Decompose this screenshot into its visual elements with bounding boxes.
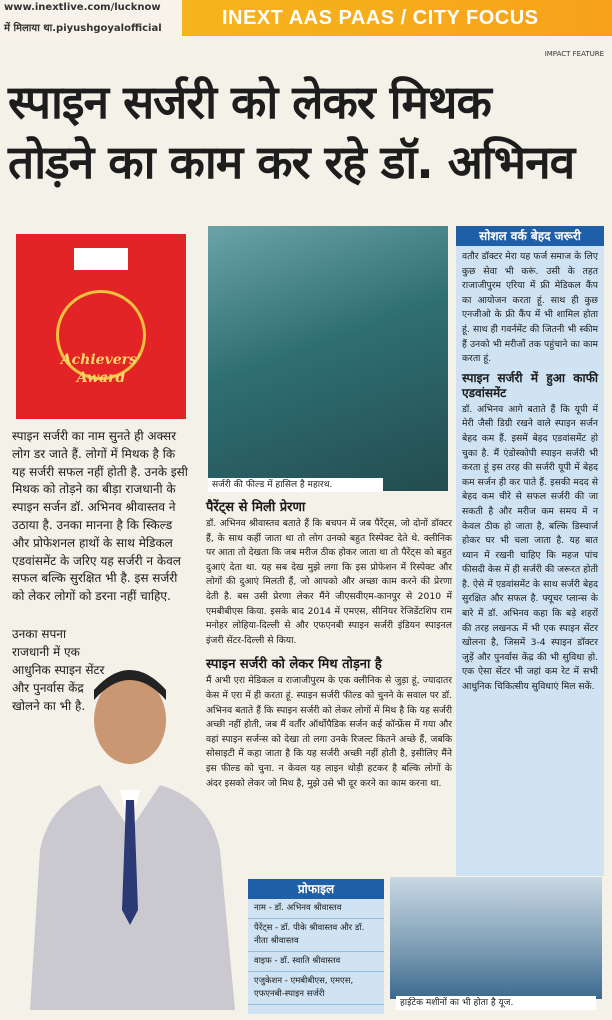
operation-theatre-caption: हाईटेक मशीनों का भी होता है यूज. <box>396 996 596 1010</box>
section-2-body: मैं अभी एरा मेडिकल व राजाजीपुरम के एक क्लीनिक से जुड़ा हूं, ज्यादातर केस में एरा में ही करता हूं. स्पाइन सर्जरी फील्ड को चुनने के सवाल पर डॉ. अभिनव बताते हैं कि स्पाइन सर्जरी को लेकर लोगों में मिथ है कि यह सर्जरी अच्छी नहीं होती, जब मैं वर्तौर ऑर्थोपैडिक सर्जन कई कॉन्फ्रेंस में गया और वहां स्पाइन सर्जन्स को देखा तो लगा उनके रिजल्ट कितने अच्छे हैं, जबकि सोसाइटी में कहा जाता है कि यह सर्जरी अच्छी नहीं होती है, इसीलिए मैंने इस फील्ड को चुना. न केवल यह लाइन थोड़ी हटकर है बल्कि लोगों के अंदर इसको लेकर जो मिथ है, मुझे उसे भी दूर करने का काम करना था. <box>206 675 452 789</box>
sidebar-column <box>456 226 604 876</box>
intro-text: स्पाइन सर्जरी का नाम सुनते ही अक्सर लोग डर जाते हैं. लोगों में मिथक है कि यह सर्जरी सफल नहीं होती है. उनके इसी मिथक को तोड़ने का बीड़ा राजधानी के स्पाइन सर्जन डॉ. अभिनव श्रीवास्तव ने उठाया है. उनका मानना है कि स्किल्ड और प्रोफेशनल हाथों के साथ मेडिकल एडवांसमेंट के जरिए यह सर्जरी न केवल सफल बल्कि सुरक्षित भी है. इस सर्जरी को लेकर लोगों को डरना नहीं चाहिए. <box>12 429 188 604</box>
profile-row-name: नाम - डॉ. अभिनव श्रीवास्तव <box>248 899 384 919</box>
headline-line-1: स्पाइन सर्जरी को लेकर मिथक <box>8 75 491 129</box>
profile-box <box>248 879 384 1014</box>
profile-row-wife: वाइफ - डॉ. स्वाति श्रीवास्तव <box>248 952 384 972</box>
section-title: INEXT AAS PAAS / CITY FOCUS <box>222 7 539 29</box>
section-1-title: पैरेंट्स से मिली प्रेरणा <box>206 500 306 515</box>
profile-row-education: एजुकेशन - एमबीबीएस, एमएस, एफएनबी-स्पाइन सर्जरी <box>248 972 384 1005</box>
headline-line-2: तोड़ने का काम कर रहे डॉ. अभिनव <box>8 135 575 189</box>
section-1-body: डॉ. अभिनव श्रीवास्तव बताते हैं कि बचपन में जब पैरेंट्स, जो दोनों डॉक्टर हैं, के साथ कहीं जाता था तो लोग उनको बहुत रिस्पेक्ट देते थे. क्लीनिक पर आता तो देखता कि जब मरीज ठीक होकर जाता था तो पैरेंट्स को बहुत दुआएं देता था. यह सब देख मुझे लगा कि इस प्रोफेशन में रिस्पेक्ट और लोगों की दुआएं मिलती हैं, जो आपको और अच्छा काम करने की प्रेरणा देती है. बस उसी प्रेरणा लेकर मैंने जीएसवीएम-कानपुर से 2010 में एमबीबीएस किया. इसके बाद 2014 में एमएस, सीनियर रेजिडेंटशिप राम मनोहर लोहिया-दिल्ली से और एफएनबी स्पाइन सर्जरी इंडियन स्पाइनल इंजरी सेंटर-दिल्ली से किया. <box>206 518 452 646</box>
profile-title: प्रोफाइल <box>248 879 384 899</box>
impact-feature-label: IMPACT FEATURE <box>544 50 604 58</box>
main-article <box>206 497 452 791</box>
sidebar-title: सोशल वर्क बेहद जरूरी <box>456 226 604 246</box>
award-sponsor-logo <box>74 248 128 270</box>
site-url[interactable]: www.inextlive.com/lucknow <box>4 2 161 13</box>
section-banner <box>182 0 612 36</box>
sidebar-body-1: वतौर डॉक्टर मेरा यह फर्ज समाज के लिए कुछ सेवा भी करूं. उसी के तहत राजाजीपुरम एरिया में फ्री मेडिकल कैंप का आयोजन करता हूं. साथ ही कुछ एनजीओ के फ्री कैंप में भी शामिल होता हूं. साथ ही गवर्नमेंट की जितनी भी स्कीम हैं उनको भी मरीजों तक पहुंचाने का काम करता हूं. <box>462 251 598 365</box>
surgery-photo-caption: सर्जरी की फील्ड में हासिल है महारथ. <box>208 478 383 492</box>
award-logo-image <box>16 234 186 419</box>
social-handle: में मिलाया था.piyushgoyalofficial <box>4 23 162 34</box>
sidebar-subtitle: स्पाइन सर्जरी में हुआ काफी एडवांसमेंट <box>462 370 598 400</box>
headline <box>8 72 604 192</box>
award-title-line-1: Achievers' <box>60 352 142 368</box>
sidebar-body-2: डॉ. अभिनव आगे बताते हैं कि यूपी में मेरी जैसी डिग्री रखने वाले स्पाइन सर्जन बेहद कम हैं. इसमें बेहद एडवांसमेंट हो चुका है. मैं एंडोस्कोपी स्पाइन सर्जरी भी करता हूं इस तरह की सर्जरी यूपी में बेहद कम सर्जन ही कर पाते हैं. इसकी मदद से बेहद कम चीरे से सफल सर्जरी की जा सकती है और मरीज कम समय में न केवल ठीक हो जाता है, बल्कि डिस्चार्ज होकर घर भी चला जाता है. यह बात ध्यान में रखनी चाहिए कि महज पांच फीसदी केस में ही सर्जरी की जरूरत होती है. ऐसे में एडवांसमेंट के साथ सर्जरी बेहद सुरक्षित और सफल है. फ्यूचर प्लान्स के बारे में डॉ. अभिनव कहा कि बड़े शहरों की तरह लखनऊ में भी एक स्पाइन सेंटर खोलना है, जिसमें 3-4 स्पाइन डॉक्टर जुड़ें और पुनर्वास केंद्र की भी सुविधा हो. एक ऐसा सेंटर भी जहां कम रेट में सभी आधुनिक चिकित्सीय सुविधाएं मिल सकें. <box>462 403 598 693</box>
award-title-line-2: Award <box>76 370 126 386</box>
sidebar-content <box>456 246 604 699</box>
intro-text-2: उनका सपना राजधानी में एक आधुनिक स्पाइन सेंटर और पुनर्वास केंद्र खोलने का भी है. <box>12 627 105 713</box>
masthead <box>0 0 612 40</box>
surgery-photo <box>208 226 448 491</box>
profile-row-parents: पैरेंट्स - डॉ. पीके श्रीवास्तव और डॉ. नीता श्रीवास्तव <box>248 919 384 952</box>
masthead-left <box>0 0 190 40</box>
section-2-title: स्पाइन सर्जरी को लेकर मिथ तोड़ना है <box>206 657 382 673</box>
operation-theatre-photo <box>390 877 602 999</box>
